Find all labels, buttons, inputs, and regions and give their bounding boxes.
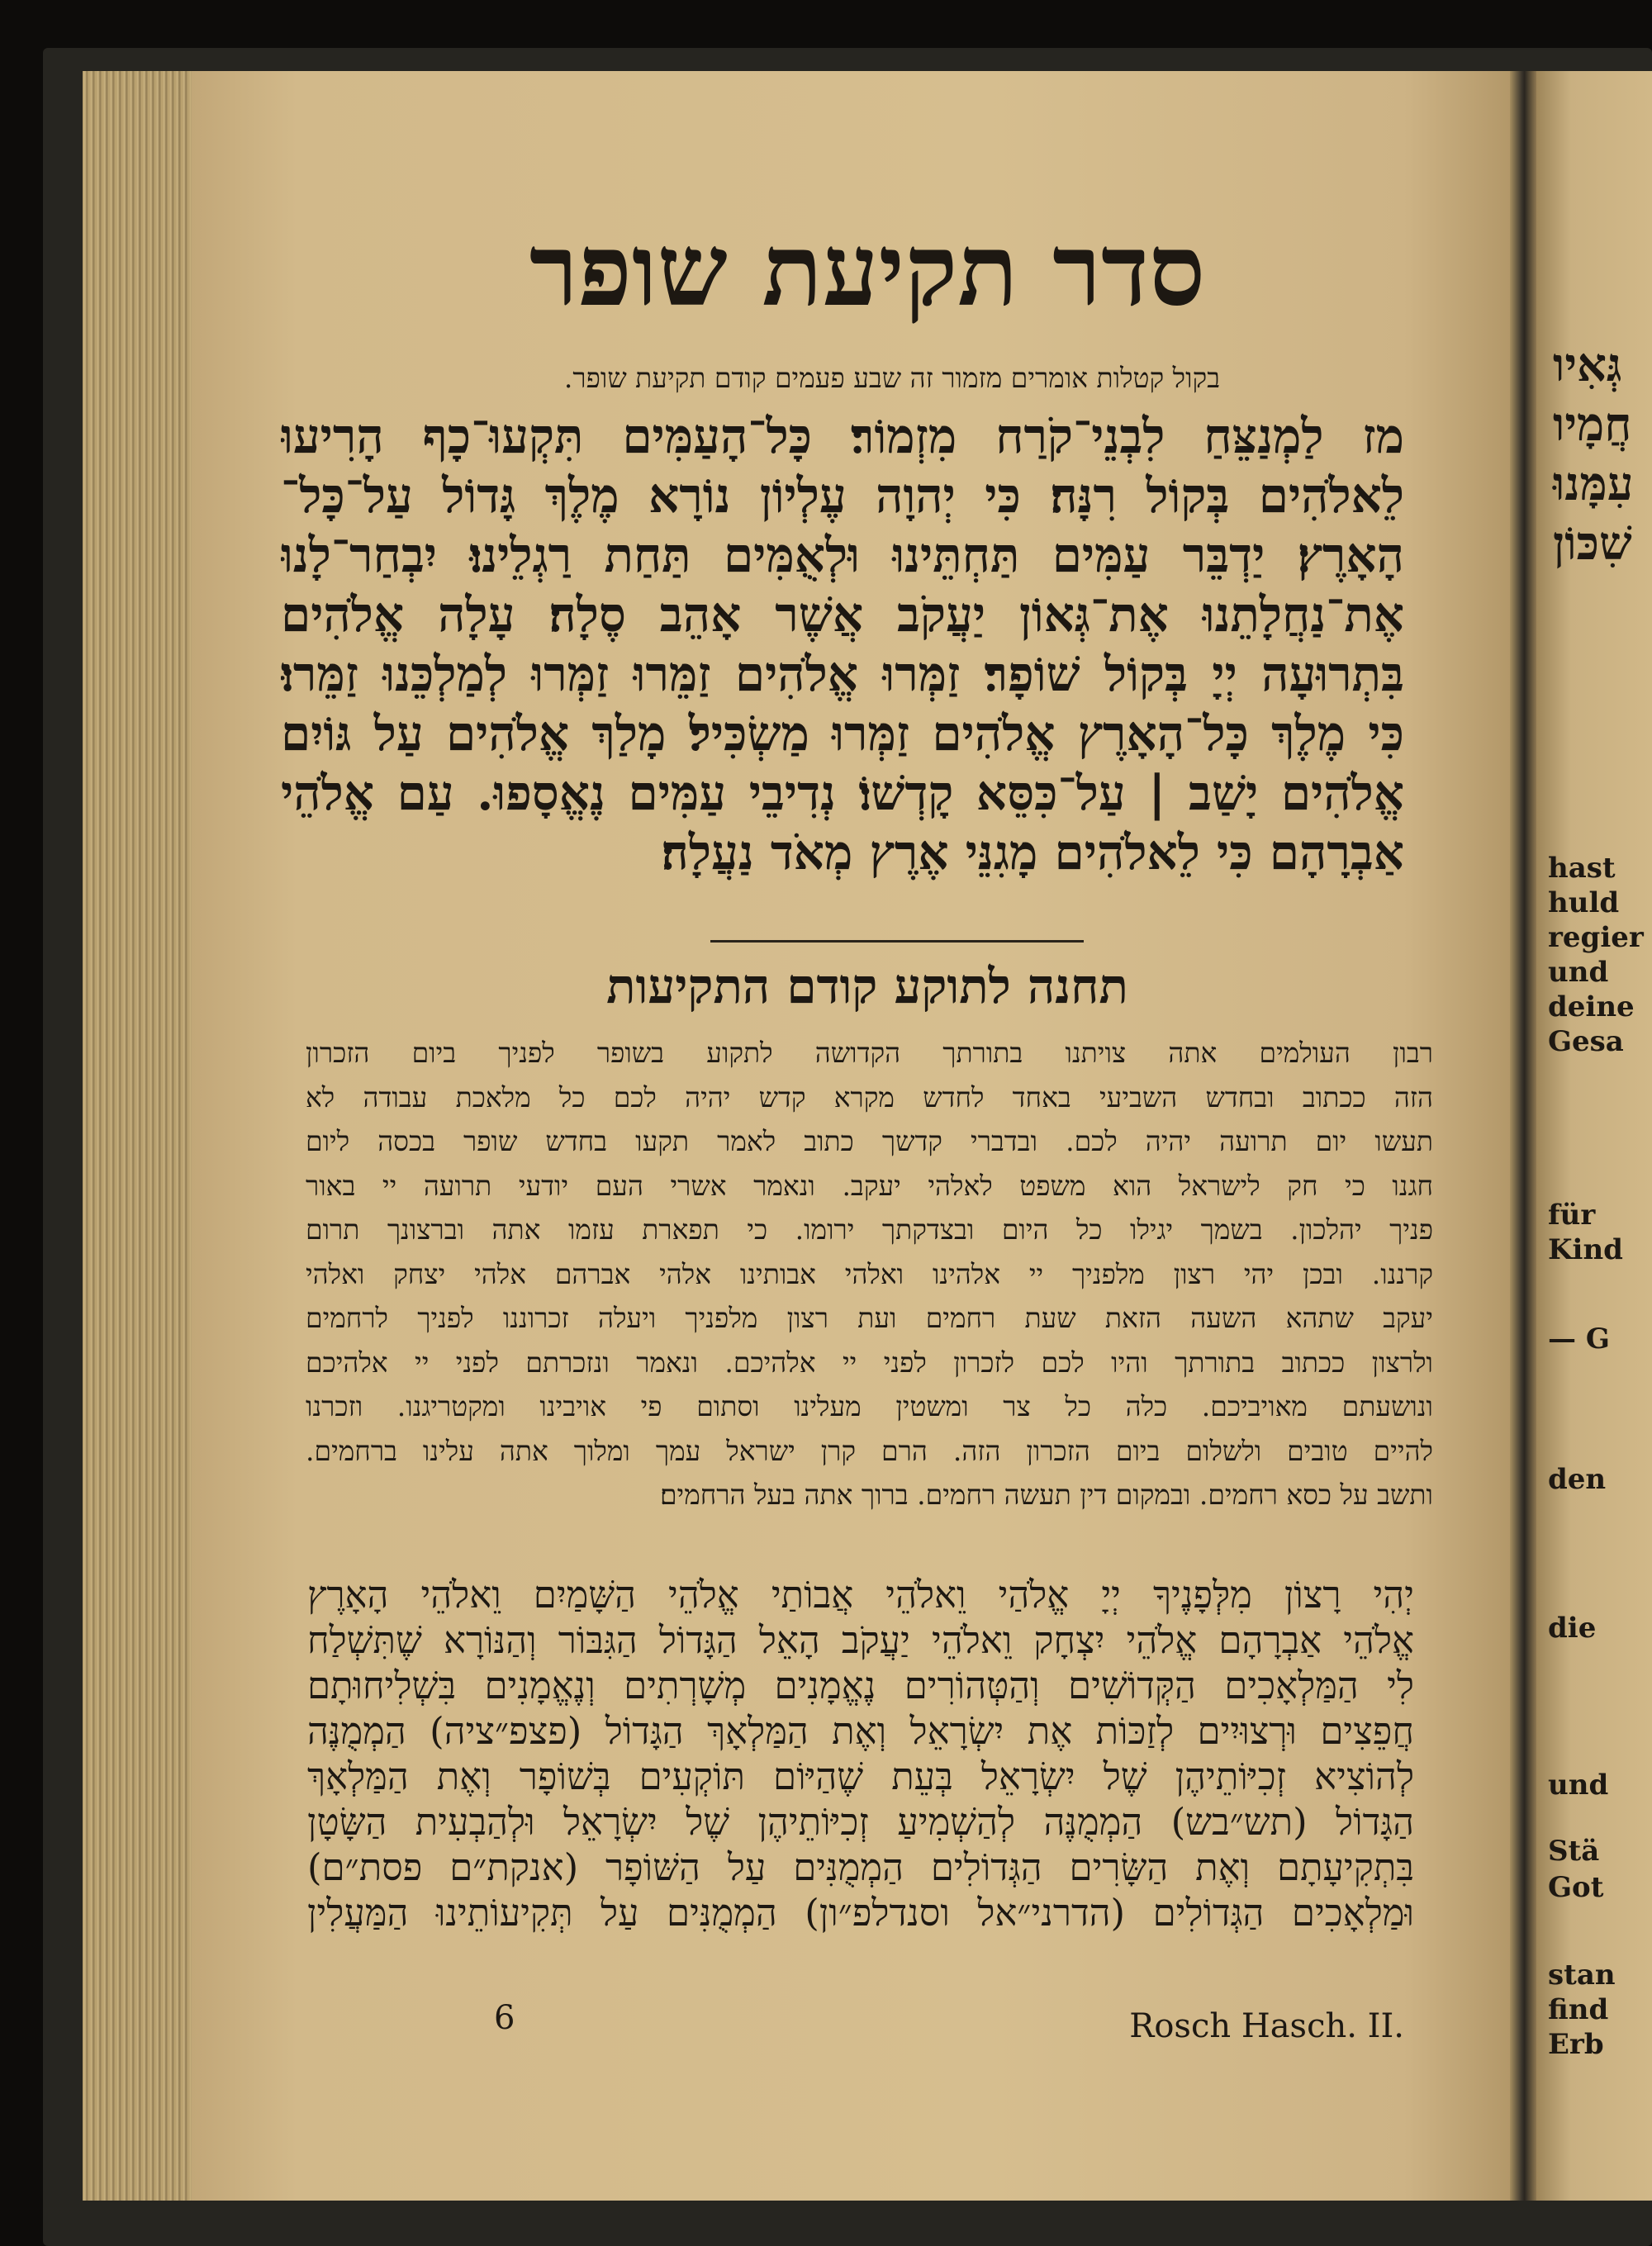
german-fragment: und bbox=[1548, 1769, 1609, 1802]
german-fragment: Erb bbox=[1548, 2028, 1604, 2061]
yehi-ratzon-line: הַגָּדוֹל (תש״בש) הַמְמֻנֶּה לְהַשְׁמִיעַ זְכִיּוֹתֵיהֶן שֶׁל יִשְׂרָאֵל וּלְהַבְעִית הַשָּׂטָן bbox=[307, 1800, 1414, 1844]
prayer-line: ותשב על כסא רחמים. ובמקום דין תעשה רחמים. ברוך אתה בעל הרחמים׃ bbox=[659, 1479, 1433, 1511]
german-fragment: stan bbox=[1548, 1959, 1616, 1992]
hebrew-fragment: חֲמָיו bbox=[1553, 397, 1632, 452]
psalm-line: כִּי מֶלֶךְ כָּל־הָאָרֶץ אֱלֹהִים זַמְּרוּ מַשְׂכִּיל׃ מָלַךְ אֱלֹהִים עַל גּוֹיִם bbox=[281, 705, 1404, 762]
section-divider bbox=[710, 940, 1084, 943]
prayer-line: רבון העולמים אתה צויתנו בתורתך הקדושה לתקוע בשופר לפניך ביום הזכרון bbox=[306, 1037, 1433, 1069]
prayer-line: פניך יהלכון. בשמך יגילו כל היום ובצדקתך ירומו. כי תפארת עזמו אתה וברצונך תרום bbox=[306, 1213, 1433, 1246]
yehi-ratzon-line: לִי הַמַּלְאָכִים הַקְּדוֹשִׁים וְהַטְּהוֹרִים נֶאֱמָנִים מְשָׁרְתִים וְנֶאֱמָנִים בִּשְׁלִיחוּתָם bbox=[307, 1664, 1414, 1707]
german-fragment: Got bbox=[1548, 1871, 1604, 1904]
german-fragment: huld bbox=[1548, 886, 1620, 919]
prayer-line: קרננו. ובכן יהי רצון מלפניך יי אלהינו ואלהי אבותינו אלהי אברהם אלהי יצחק ואלהי bbox=[306, 1257, 1433, 1290]
page-title: סדר תקיעת שופר bbox=[529, 212, 1206, 329]
yehi-ratzon-line: בִּתְקִיעָתָם וְאֶת הַשָּׂרִים הַגְּדוֹלִים הַמְמֻנִּים עַל הַשּׁוֹפָר (אנקת״ם פסת״ם) bbox=[307, 1845, 1414, 1889]
german-fragment: und bbox=[1548, 956, 1609, 989]
psalm-line: אֱלֹהִים יָשַׁב | עַל־כִּסֵּא קָדְשׁוֹ׃ נְדִיבֵי עַמִּים נֶאֱסָפוּ. עַם אֱלֹהֵי bbox=[281, 765, 1404, 821]
page-edges bbox=[83, 71, 192, 2201]
german-fragment: die bbox=[1548, 1612, 1597, 1645]
prayer-line: הזה ככתוב ובחדש השביעי באחד לחדש מקרא קדש יהיה לכם כל מלאכת עבודה לא bbox=[306, 1080, 1433, 1114]
german-fragment: den bbox=[1548, 1463, 1607, 1496]
german-fragment: Kind bbox=[1548, 1233, 1623, 1266]
psalm-line: אֶת־נַחֲלָתֵנוּ אֶת־גְּאוֹן יַעֲקֹב אֲשֶׁר אָהֵב סֶלָה׃ עָלָה אֱלֹהִים bbox=[281, 586, 1404, 643]
book-gutter bbox=[1510, 71, 1536, 2201]
psalm-line: בִּתְרוּעָה יְיָ בְּקוֹל שׁוֹפָר׃ זַמְּרוּ אֱלֹהִים זַמֵּרוּ זַמְּרוּ לְמַלְכֵּנוּ זַמֵּרוּ׃ bbox=[281, 646, 1404, 702]
prayer-line: חגנו כי חק לישראל הוא משפט לאלהי יעקב. ונאמר אשרי העם יודעי תרועה יי באור bbox=[306, 1169, 1433, 1202]
hebrew-fragment: גְּאִיו bbox=[1553, 338, 1622, 392]
yehi-ratzon-line: לְהוֹצִיא זְכִיּוֹתֵיהֶן שֶׁל יִשְׂרָאֵל בְּעֵת שֶׁהַיּוֹם תּוֹקְעִים בְּשׁוֹפָר וְאֶת הַמַּלְאָךְ bbox=[307, 1755, 1414, 1798]
psalm-line: אַבְרָהָם כִּי לֵאלֹהִים מָגִנֵּי אֶרֶץ מְאֹד נַעֲלָה׃ bbox=[661, 824, 1404, 881]
psalm-47-text bbox=[281, 406, 1404, 882]
prayer-heading: תחנה לתוקע קודם התקיעות bbox=[606, 958, 1128, 1014]
german-fragment: — G bbox=[1548, 1322, 1610, 1356]
yehi-ratzon-line: יְהִי רָצוֹן מִלְּפָנֶיךָ יְיָ אֱלֹהַי וֵאלֹהֵי אֲבוֹתַי אֱלֹהֵי הַשָּׁמַיִם וֵאלֹהֵי הָאָרֶץ bbox=[307, 1573, 1414, 1617]
running-footer: Rosch Hasch. II. bbox=[1129, 2007, 1404, 2045]
prayer-line: יעקב שתהא השעה הזאת שעת רחמים ועת רצון מלפניך ויעלה זכרוננו לפניך לרחמים bbox=[306, 1302, 1433, 1334]
hebrew-fragment: שִׁכּוֹן bbox=[1553, 516, 1632, 571]
yehi-ratzon-line: אֱלֹהֵי אַבְרָהָם אֱלֹהֵי יִצְחָק וֵאלֹהֵי יַעֲקֹב הָאֵל הַגָּדוֹל הַגִּבּוֹר וְהַנּוֹרָא שֶׁתִּשְׁלַח bbox=[307, 1618, 1414, 1662]
german-fragment: find bbox=[1548, 1993, 1609, 2026]
right-page bbox=[1536, 71, 1652, 2201]
german-fragment: hast bbox=[1548, 852, 1616, 885]
prayer-line: להיים טובים ולשלום ביום הזכרון הזה. הרם קרן ישראל עמך ומלוך אתה עלינו ברחמים. bbox=[306, 1434, 1433, 1467]
german-fragment: für bbox=[1548, 1199, 1596, 1232]
yehi-ratzon-text bbox=[307, 1572, 1414, 1935]
german-fragment: Stä bbox=[1548, 1835, 1600, 1868]
german-fragment: regier bbox=[1548, 921, 1644, 954]
yehi-ratzon-line: חֲפֵצִים וּרְצוּיִים לְזַכּוֹת אֶת יִשְׂרָאֵל וְאֶת הַמַּלְאָךְ הַגָּדוֹל (פצפ״ציה) הַמְמֻנֶּה bbox=[307, 1709, 1414, 1753]
hebrew-fragment: עִמָּנוּ bbox=[1553, 457, 1634, 511]
prayer-text bbox=[306, 1031, 1433, 1517]
subtitle-instruction: בקול קטלות אומרים מזמור זה שבע פעמים קודם תקיעת שופר. bbox=[563, 362, 1221, 394]
german-fragment: Gesa bbox=[1548, 1025, 1624, 1058]
page-number: 6 bbox=[494, 1999, 515, 2037]
prayer-line: ונושעתם מאויביכם. כלה כל צר ומשטין מעלינו וסתום פי אויבינו ומקטריגנו. וזכרנו bbox=[306, 1390, 1433, 1422]
psalm-line: מז לַמְנַצֵּחַ לִבְנֵי־קֹרַח מִזְמוֹר׃ כָּל־הָעַמִּים תִּקְעוּ־כָף הָרִיעוּ bbox=[281, 408, 1404, 464]
prayer-line: תעשו יום תרועה יהיה לכם. ובדברי קדשך כתוב לאמר תקעו בחדש שופר בכסה ליום bbox=[306, 1125, 1433, 1157]
psalm-line: הָאָרֶץ׃ יַדְבֵּר עַמִּים תַּחְתֵּינוּ וּלְאֻמִּים תַּחַת רַגְלֵינוּ׃ יִבְחַר־לָנוּ bbox=[281, 527, 1404, 583]
psalm-line: לֵאלֹהִים בְּקוֹל רִנָּה׃ כִּי יְהוָה עֶלְיוֹן נוֹרָא מֶלֶךְ גָּדוֹל עַל־כָּל־ bbox=[281, 468, 1404, 524]
right-page-hebrew-fragments bbox=[1553, 335, 1652, 573]
german-fragment: deine bbox=[1548, 990, 1635, 1023]
yehi-ratzon-line: וּמַלְאָכִים הַגְּדוֹלִים (הדרני״אל וסנדלפ״ון) הַמְמֻנִּים עַל תְּקִיעוֹתֵינוּ הַמַּעֲלִין bbox=[307, 1891, 1414, 1935]
prayer-line: ולרצון ככתוב בתורתך והיו לכם לזכרון לפני יי אלהיכם. ונאמר ונזכרתם לפני יי אלהיכם bbox=[306, 1346, 1433, 1379]
